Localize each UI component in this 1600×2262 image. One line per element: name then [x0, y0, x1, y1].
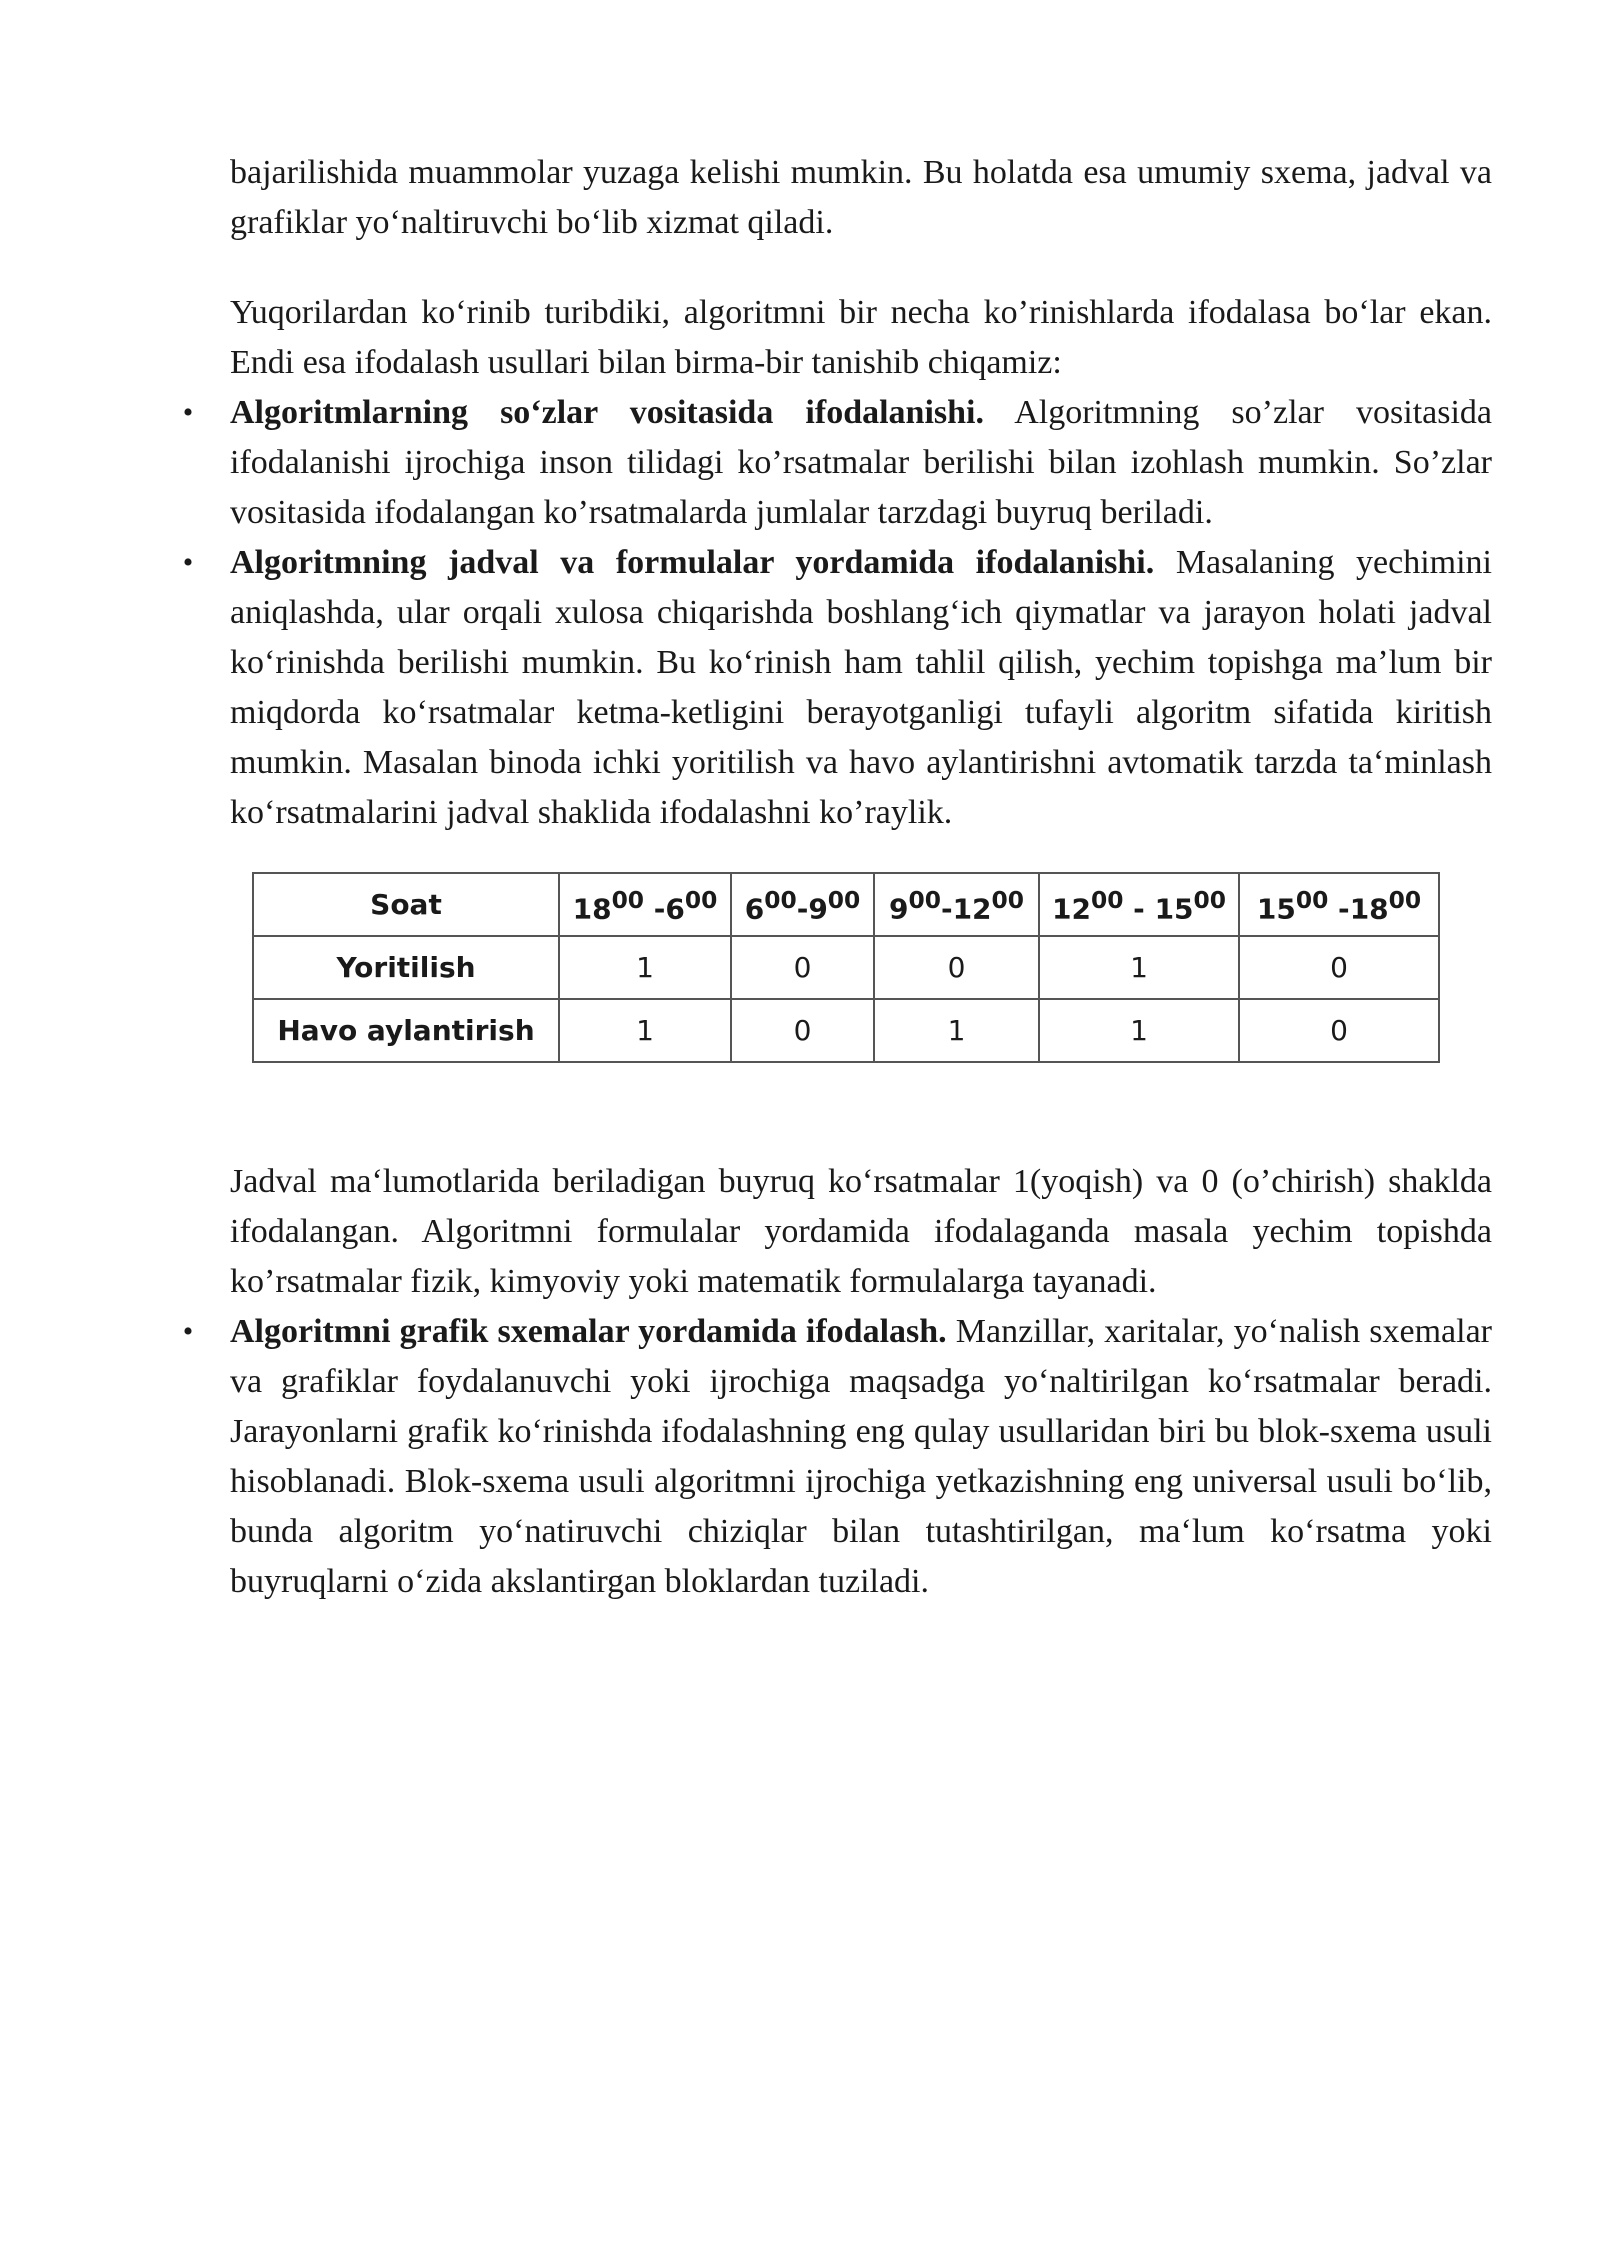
bullet-heading-words: Algoritmlarning so‘zlar vositasida ifodalanishi.	[230, 394, 984, 431]
schedule-table-wrapper	[252, 872, 1438, 1063]
bullet-icon: •	[182, 396, 194, 429]
table-gap	[230, 1063, 1492, 1157]
bullet-list-2	[182, 1307, 1492, 1607]
table-cell: 1	[1039, 999, 1239, 1062]
bullet-item-words	[182, 388, 1492, 538]
table-cell: 1	[874, 999, 1039, 1062]
table-cell: 1	[1039, 936, 1239, 999]
table-header-cell: $18^{00}$ $-6^{00}$	[559, 873, 731, 936]
table-row-label: Havo aylantirish	[253, 999, 559, 1062]
bullet-icon: •	[182, 546, 194, 579]
table-row	[253, 999, 1439, 1062]
table-header-cell: $9^{00}-12^{00}$	[874, 873, 1039, 936]
table-cell: 1	[559, 999, 731, 1062]
schedule-table	[252, 872, 1440, 1063]
page-content	[182, 148, 1492, 1607]
bullet-text-table-formula: Masalaning yechimini aniqlashda, ular orqali xulosa chiqarishda boshlang‘ich qiymatlar va jarayon holati jadval ko‘rinishda berilishi mumkin. Bu ko‘rinish ham tahlil qilish, yechim topishga ma’lum bir miqdorda ko‘rsatmalar ketma-ketligini berayotganligi tufayli algoritm sifatida kiritish mumkin. Masalan binoda ichki yoritilish va havo aylantirishni avtomatik tarzda ta‘minlash ko‘rsatmalarini jadval shaklida ifodalashni ko’raylik.	[230, 544, 1492, 831]
bullet-item-table-formula	[182, 538, 1492, 838]
table-cell: 1	[559, 936, 731, 999]
table-cell: 0	[731, 999, 874, 1062]
table-header-row	[253, 873, 1439, 936]
table-cell: 0	[1239, 999, 1439, 1062]
table-cell: 0	[1239, 936, 1439, 999]
bullet-icon: •	[182, 1315, 194, 1348]
bullet-heading-table-formula: Algoritmning jadval va formulalar yordamida ifodalanishi.	[230, 544, 1155, 581]
table-header-label: Soat	[253, 873, 559, 936]
table-row	[253, 936, 1439, 999]
bullet-item-graphic	[182, 1307, 1492, 1607]
table-cell: 0	[874, 936, 1039, 999]
bullet-text-graphic: Manzillar, xaritalar, yo‘nalish sxemalar va grafiklar foydalanuvchi yoki ijrochiga maqsadga yo‘naltirilgan ko‘rsatmalar beradi. Jarayonlarni grafik ko‘rinishda ifodalashning eng qulay usullaridan biri bu blok-sxema usuli hisoblanadi. Blok-sxema usuli algoritmni ijrochiga yetkazishning eng universal usuli bo‘lib, bunda algoritm yo‘natiruvchi chiziqlar bilan tutashtirilgan, ma‘lum ko‘rsatma yoki buyruqlarni o‘zida akslantirgan bloklardan tuziladi.	[230, 1313, 1492, 1600]
table-row-label: Yoritilish	[253, 936, 559, 999]
table-header-cell: $6^{00}-9^{00}$	[731, 873, 874, 936]
table-header-cell: $12^{00} - 15^{00}$	[1039, 873, 1239, 936]
bullet-heading-graphic: Algoritmni grafik sxemalar yordamida ifodalash.	[230, 1313, 947, 1350]
table-cell: 0	[731, 936, 874, 999]
bullet-list-1	[182, 388, 1492, 838]
paragraph-table-explanation: Jadval ma‘lumotlarida beriladigan buyruq ko‘rsatmalar 1(yoqish) va 0 (o’chirish) shakldа ifodalangan. Algoritmni formulalar yordamida ifodalaganda masala yechim topishda ko’rsatmalar fizik, kimyoviy yoki matematik formulalarga tayanadi.	[230, 1163, 1492, 1300]
paragraph-overview: Yuqorilardan ko‘rinib turibdiki, algoritmni bir necha ko’rinishlarda ifodalasa bo‘lar ekan. Endi esa ifodalash usullari bilan birma-bir tanishib chiqamiz:	[230, 294, 1492, 381]
bullet-text-words: Algoritmning so’zlar vositasida ifodalanishi ijrochiga inson tilidagi ko’rsatmalar berilishi bilan izohlash mumkin. So’zlar vositasida ifodalangan ko’rsatmalarda jumlalar tarzdagi buyruq beriladi.	[230, 394, 1492, 531]
paragraph-intro: bajarilishida muammolar yuzaga kelishi mumkin. Bu holatda esa umumiy sxema, jadval va grafiklar yo‘naltiruvchi bo‘lib xizmat qiladi.	[230, 154, 1492, 241]
paragraph-gap	[230, 248, 1492, 288]
table-header-cell: $15^{00}$ $-18^{00}$	[1239, 873, 1439, 936]
